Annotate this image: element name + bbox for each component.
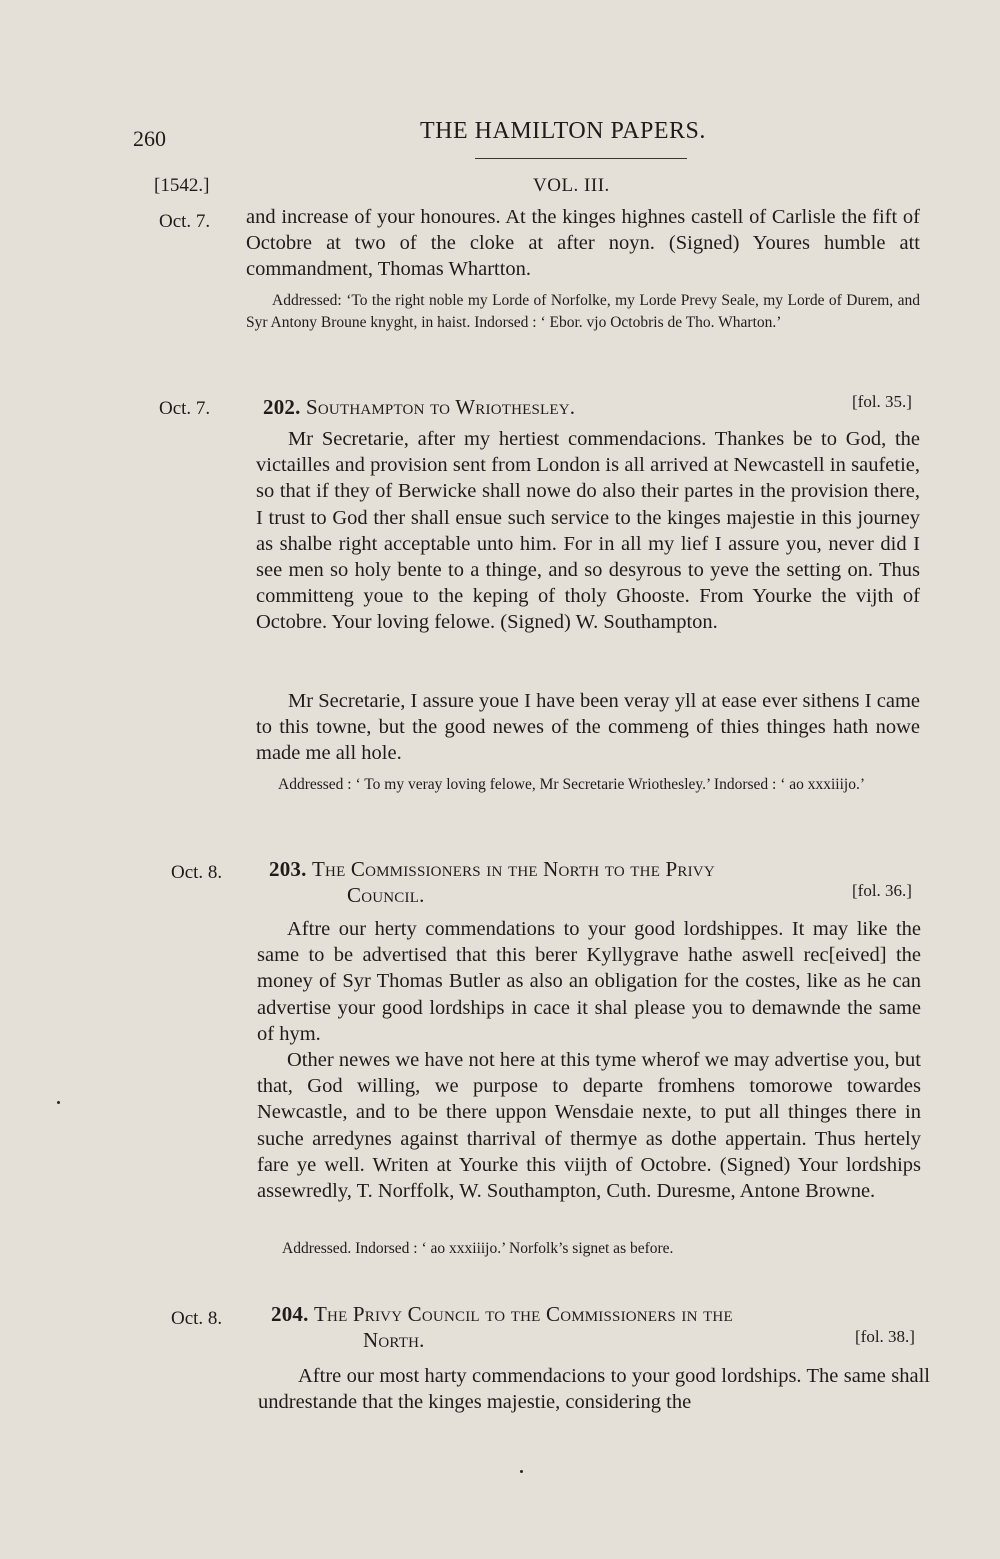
letter203-date: Oct. 8. <box>171 862 223 883</box>
running-title: THE HAMILTON PAPERS. <box>420 118 706 144</box>
letter202-note-text: ‘ To my veray loving felowe, Mr Secretarie Wriothesley.’ Indorsed : ‘ ao xxxiiijo.’ <box>355 776 866 793</box>
letter202-note-label: Addressed : <box>278 776 352 793</box>
letter202-para-1 <box>256 426 920 636</box>
letter203-title-2: Council. <box>347 883 425 907</box>
letter202-p2-text: Secretarie, I assure youe I have been veray yll at ease ever sithens I came to this towne, but the good newes of the commeng of thies thinges hath nowe made me all hole. <box>256 690 920 765</box>
page-number: 260 <box>133 126 166 151</box>
letter203-folio: [fol. 36.] <box>852 881 912 900</box>
cont-note-label: Addressed: <box>272 292 342 309</box>
letter204-title-1: The Privy Council to the Commissioners in the <box>314 1302 733 1326</box>
letter202-note <box>256 774 920 796</box>
letter203-note: Addressed. Indorsed : ‘ ao xxxiiijo.’ Norfolk’s signet as before. <box>282 1240 674 1257</box>
letter204-folio: [fol. 38.] <box>855 1327 915 1346</box>
cont-note-text: ‘To the right noble my Lorde of Norfolke, my Lorde Prevy Seale, my Lorde of Durem, and Syr Antony Broune knyght, in haist. Indorsed : ‘ Ebor. vjo Octobris de Tho. Wharton.’ <box>246 292 920 331</box>
cont-date: Oct. 7. <box>159 211 211 232</box>
letter202-p2-lead: Mr <box>288 690 314 712</box>
letter202-date: Oct. 7. <box>159 398 211 419</box>
letter202-para-2 <box>256 688 920 767</box>
letter203-para-2: Other newes we have not here at this tyme wherof we may advertise you, but that, God willing, we purpose to departe fromhens tomorowe towardes Newcastle, and to be there uppon Wensdaie nexte, to put all thinges there in suche arredynes against tharrival of thermye as dothe appertain. Thus hertely fare ye well. Writen at Yourke this viijth of Octobre. (Signed) Your lordships assewredly, T. Norffolk, W. Southampton, Cuth. Duresme, Antone Browne. <box>257 1049 921 1203</box>
letter203-para-1: Aftre our herty commendations to your good lordshippes. It may like the same to be advertised that this berer Kyllygrave hathe aswell rec[eived] the money of Syr Thomas Butler as also an obligation for the costes, like as he can advertise your good lordships in cace it shal please you to demawnde the same of hym. <box>257 918 921 1045</box>
letter203-heading <box>269 857 921 882</box>
volume-label: VOL. III. <box>533 175 610 196</box>
letter202-title: Southampton to Wriothesley. <box>306 395 576 419</box>
letter202-folio: [fol. 35.] <box>852 392 912 411</box>
header-rule <box>475 158 687 159</box>
speck-mark <box>520 1470 523 1473</box>
letter203-title-1: The Commissioners in the North to the Privy <box>312 857 715 881</box>
year-marker: [1542.] <box>154 175 210 196</box>
letter204-heading <box>271 1302 926 1327</box>
letter202-p1-lead: Mr <box>288 428 314 450</box>
letter204-para-1: Aftre our most harty commendacions to your good lordships. The same shall undrestande that the kinges majestie, considering the <box>258 1365 930 1414</box>
letter204-title-2: North. <box>363 1328 425 1352</box>
letter202-p1-text: Secretarie, after my hertiest commendacions. Thankes be to God, the victailles and provision sent from London is all arrived at Newcastell in saufetie, so that if they of Berwicke shall nowe do also their partes in the provision there, I trust to God ther shall ensue such service to the kinges majestie in this journey as shalbe right acceptable unto him. For in all my lief I assure you, never did I see men so holy bente to a thinge, and so desyrous to yeve the setting on. Thus committeng youe to the keping of tholy Ghooste. From Yourke the vijth of Octobre. Your loving felowe. (Signed) W. Southampton. <box>256 428 920 634</box>
cont-text: and increase of your honoures. At the kinges highnes castell of Carlisle the fift of Octobre at two of the cloke at after noyn. (Signed) Youres humble att commandment, Thomas Whartton. <box>246 206 920 281</box>
speck-mark <box>57 1101 60 1104</box>
cont-note <box>246 290 920 334</box>
letter202-heading <box>263 395 575 420</box>
letter204-number: 204. <box>271 1302 309 1326</box>
letter202-number: 202. <box>263 395 301 419</box>
letter203-number: 203. <box>269 857 307 881</box>
letter204-date: Oct. 8. <box>171 1308 223 1329</box>
